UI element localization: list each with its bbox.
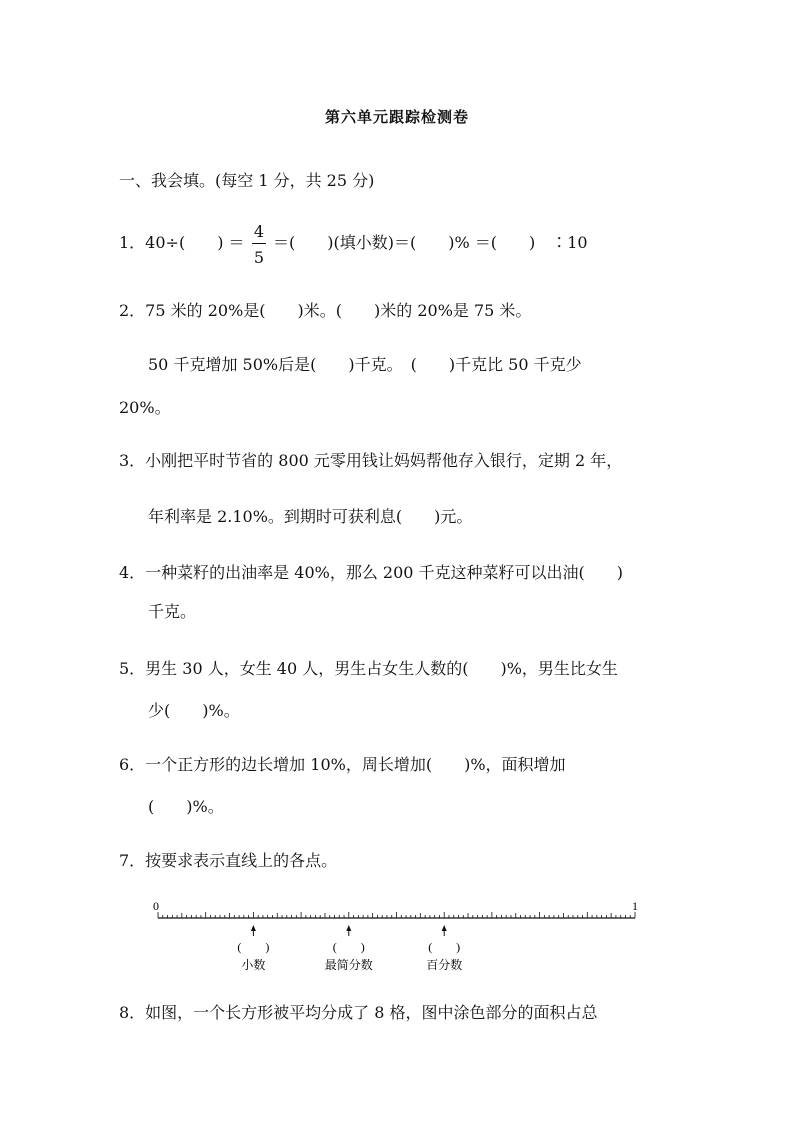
- fraction-bar: [252, 243, 266, 244]
- marker-label: 小数: [241, 958, 266, 972]
- q4-line2: 千克。: [148, 602, 197, 621]
- ruler-marker-2: [325, 925, 373, 972]
- ruler-start-label: 0: [153, 899, 159, 913]
- marker-blank: ( ): [332, 940, 365, 954]
- marker-arrow-icon: [251, 925, 256, 931]
- q2-line3: 20%。: [119, 398, 171, 417]
- marker-blank: ( ): [237, 940, 270, 954]
- section-heading: 一、我会填。(每空 1 分，共 25 分): [119, 171, 375, 190]
- q3-line2: 年利率是 2.10%。到期时可获利息( )元。: [148, 507, 473, 526]
- ruler-marker-1: [237, 925, 269, 972]
- q7-line1: 7．按要求表示直线上的各点。: [119, 851, 338, 870]
- page-title: 第六单元跟踪检测卷: [324, 108, 469, 126]
- marker-arrow-icon: [442, 925, 447, 931]
- ruler-end-label: 1: [632, 899, 638, 913]
- q8-line1: 8．如图，一个长方形被平均分成了 8 格，图中涂色部分的面积占总: [119, 1003, 598, 1022]
- marker-label: 最简分数: [324, 958, 373, 972]
- q1-before: 1．40÷( ) ＝: [119, 233, 245, 252]
- ruler-marker-3: [426, 925, 462, 972]
- marker-blank: ( ): [428, 940, 461, 954]
- q5-line2: 少( )%。: [148, 701, 240, 720]
- ruler-ticks: [158, 912, 635, 918]
- q2-line2: 50 千克增加 50%后是( )千克。 ( )千克比 50 千克少: [148, 355, 582, 374]
- number-line: [148, 896, 648, 976]
- q6-line1: 6．一个正方形的边长增加 10%，周长增加( )%，面积增加: [119, 755, 566, 774]
- q1-after: ＝( )(填小数)＝( )% ＝( ) ∶10: [273, 233, 588, 252]
- q2-line1: 2．75 米的 20%是( )米。( )米的 20%是 75 米。: [119, 301, 532, 320]
- ruler-markers: [237, 925, 462, 972]
- q3-line1: 3．小刚把平时节省的 800 元零用钱让妈妈帮他存入银行，定期 2 年，: [119, 451, 623, 470]
- q1-fraction-denominator: 5: [253, 248, 265, 267]
- q6-line2: ( )%。: [148, 797, 224, 816]
- q1-fraction-numerator: 4: [253, 222, 265, 241]
- q4-line1: 4．一种菜籽的出油率是 40%，那么 200 千克这种菜籽可以出油( ): [119, 563, 624, 582]
- q5-line1: 5．男生 30 人，女生 40 人，男生占女生人数的( )%，男生比女生: [119, 659, 618, 678]
- marker-arrow-icon: [346, 925, 351, 931]
- marker-label: 百分数: [426, 958, 463, 972]
